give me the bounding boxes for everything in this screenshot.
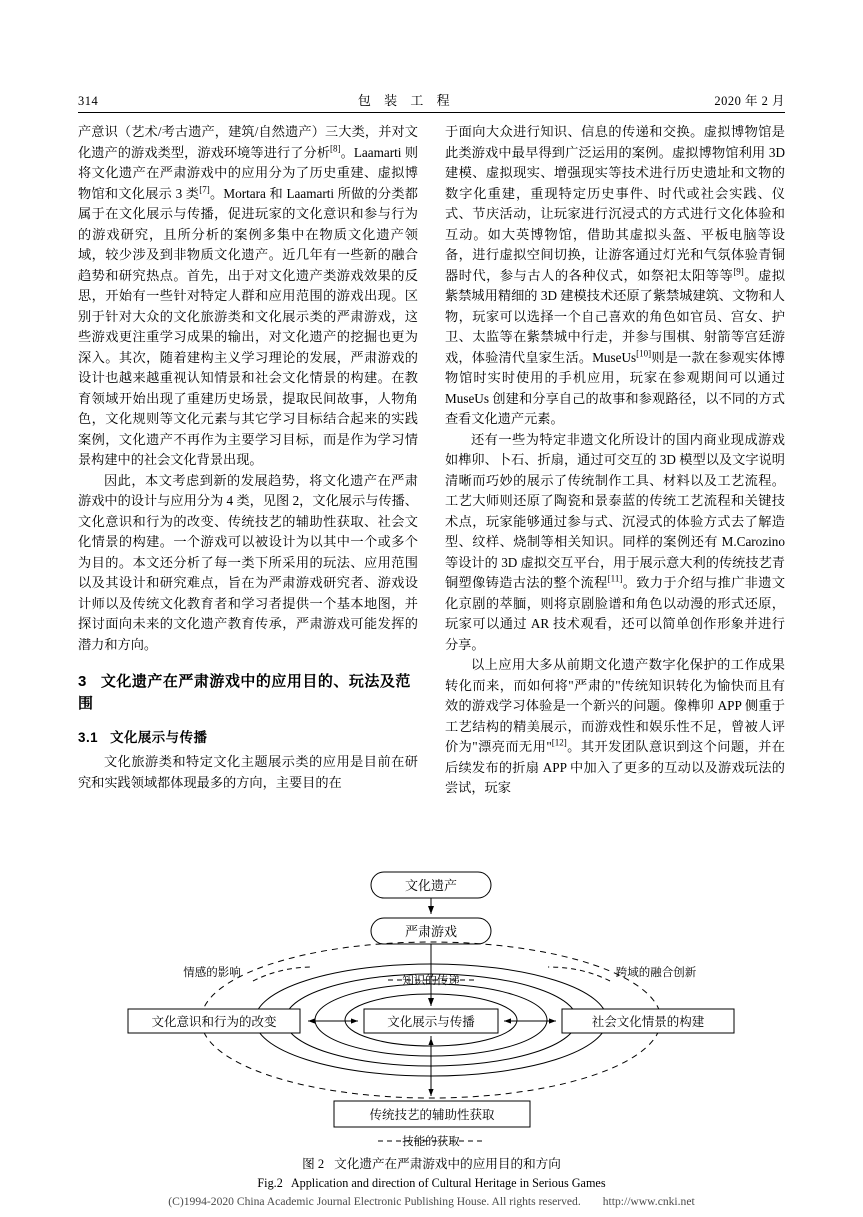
right-column bbox=[445, 122, 785, 799]
paragraph: 以上应用大多从前期文化遗产数字化保护的工作成果转化而来，而如何将"严肃的"传统知识转化为愉快而且有效的游戏学习体验是一个新兴的问题。像榫卯 APP 侧重于工艺结构的精美展示，而游戏性和娱乐性不足，曾被人评价为"漂亮而无用"[12]。其开发团队意识到这个问题，并在后续发布的折扇 APP 中加入了更多的互动以及游戏玩法的尝试，玩家 bbox=[445, 657, 785, 795]
header-journal-title: 包 装 工 程 bbox=[357, 93, 455, 108]
svg-text:传统技艺的辅助性获取: 传统技艺的辅助性获取 bbox=[369, 1108, 495, 1122]
svg-text:文化展示与传播: 文化展示与传播 bbox=[387, 1015, 475, 1029]
section-title: 文化遗产在严肃游戏中的应用目的、玩法及范围 bbox=[78, 673, 411, 712]
svg-text:技能的获取: 技能的获取 bbox=[402, 1136, 460, 1148]
header-page-number: 314 bbox=[78, 94, 99, 108]
page-footer bbox=[0, 1195, 863, 1208]
header-divider bbox=[78, 112, 785, 113]
svg-text:文化意识和行为的改变: 文化意识和行为的改变 bbox=[151, 1015, 277, 1029]
footer-url[interactable]: http://www.cnki.net bbox=[602, 1195, 695, 1208]
body-columns bbox=[78, 122, 785, 799]
figure-caption bbox=[78, 1155, 785, 1193]
subsection-number: 3.1 bbox=[78, 730, 99, 745]
figure-diagram bbox=[78, 868, 785, 1153]
left-column bbox=[78, 122, 418, 799]
subsection-heading bbox=[78, 727, 418, 746]
section-number: 3 bbox=[78, 673, 87, 690]
figure-caption-cn: 文化遗产在严肃游戏中的应用目的和方向 bbox=[334, 1157, 561, 1171]
page-header bbox=[78, 90, 785, 109]
paragraph: 因此，本文考虑到新的发展趋势，将文化遗产在严肃游戏中的设计与应用分为 4 类，见图 2，文化展示与传播、文化意识和行为的改变、传统技艺的辅助性获取、社会文化情景的构建。一个游戏可以被设计为以其中一个或多个为目的。本文还分析了每一类下所采用的玩法、应用范围以及其设计和研究难点，旨在为严肃游戏研究者、游戏设计师以及传统文化教育者和学习者提供一个基本地图，并探讨面向未来的文化遗产教育传承，严肃游戏可能发挥的潜力和方向。 bbox=[78, 472, 418, 652]
svg-text:文化遗产: 文化遗产 bbox=[404, 878, 458, 893]
figure-label-en: Fig.2 bbox=[257, 1176, 283, 1190]
paragraph: 产意识（艺术/考古遗产，建筑/自然遗产）三大类，并对文化遗产的游戏类型，游戏环境等进行了分析[8]。Laamarti 则将文化遗产在严肃游戏中的应用分为了历史重建、虚拟博物馆和文化展示 3 类[7]。Mortara 和 Laamarti 所做的分类都属于在文化展示与传播，促进玩家的文化意识和参与行为的游戏研究，且所分析的案例多集中在物质文化遗产领域，较少涉及到非物质文化遗产。近几年有一些新的融合趋势和研究热点。首先，出于对文化遗产类游戏效果的反思，开始有一些针对特定人群和应用范围的游戏出现。区别于针对大众的文化旅游类和文化展示类的严肃游戏，这些游戏更注重学习成果的输出，对文化遗产的挖掘也更为深入。其次，随着建构主义学习理论的发展，严肃游戏的设计也越来越重视认知情景和社会文化情景的构建。在教育领域开始出现了重建历史场景，提取民间故事，人物角色，文化规则等文化元素与其它学习目标结合起来的实践案例，文化遗产不再作为主要学习目标，而是作为学习情景构建中的社会文化背景出现。 bbox=[78, 124, 419, 467]
paragraph: 文化旅游类和特定文化主题展示类的应用是目前在研究和实践领域都体现最多的方向，主要目的在 bbox=[78, 754, 418, 790]
svg-text:跨域的融合创新: 跨域的融合创新 bbox=[615, 967, 697, 979]
svg-text:严肃游戏: 严肃游戏 bbox=[404, 924, 458, 939]
header-date: 2020 年 2 月 bbox=[714, 94, 785, 108]
subsection-title: 文化展示与传播 bbox=[110, 730, 208, 745]
svg-text:知识的传递: 知识的传递 bbox=[402, 975, 460, 987]
figure-caption-en: Application and direction of Cultural Heritage in Serious Games bbox=[290, 1176, 606, 1190]
figure-label-cn: 图 2 bbox=[302, 1157, 325, 1171]
paragraph: 还有一些为特定非遗文化所设计的国内商业现成游戏如榫卯、卜石、折扇，通过可交互的 3D 模型以及文字说明清晰而巧妙的展示了传统制作工具、材料以及工艺流程。工艺大师则还原了陶瓷和景泰蓝的传统工艺流程和关键技术点，玩家能够通过参与式、沉浸式的体验方式去了解造型、纹样、烧制等相关知识。同样的案例还有 M.Carozino 等设计的 3D 虚拟交互平台，用于展示意大利的传统技艺青铜塑像铸造古法的整个流程[11]。致力于介绍与推广非遗文化京剧的萃腼，则将京剧脸谱和角色以动漫的形式还原，玩家可以通过 AR 技术观看，还可以简单创作形象并进行分享。 bbox=[445, 431, 786, 652]
svg-text:社会文化情景的构建: 社会文化情景的构建 bbox=[591, 1015, 705, 1029]
section-heading bbox=[78, 671, 418, 715]
copyright-notice: (C)1994-2020 China Academic Journal Electronic Publishing House. All rights reserved. bbox=[168, 1195, 581, 1208]
svg-text:情感的影响: 情感的影响 bbox=[183, 967, 241, 979]
paragraph: 于面向大众进行知识、信息的传递和交换。虚拟博物馆是此类游戏中最早得到广泛运用的案例。虚拟博物馆利用 3D 建模、虚拟现实、增强现实等技术进行历史遗址和文物的数字化重建，重现特定历史事件、时代或社会实践、仪式、节庆活动，让玩家进行沉浸式的方式进行文化体验和互动。如大英博物馆，借助其虚拟头盔、平板电脑等设备，进行虚拟空间切换，让游客通过灯光和气氛体验青铜器时代，参与古人的各种仪式，如祭祀太阳等等[9]。虚拟紫禁城用精细的 3D 建模技术还原了紫禁城建筑、文物和人物，玩家可以选择一个自己喜欢的角色如官员、宫女、护卫、太监等在紫禁城中行走，并参与围棋、射箭等宫廷游戏，体验清代皇家生活。MuseUs[10]则是一款在参观实体博物馆时实时使用的手机应用，玩家在参观期间可以通过 MuseUs 创建和分享自己的故事和参观路径，以不同的方式查看文化遗产元素。 bbox=[445, 124, 785, 426]
